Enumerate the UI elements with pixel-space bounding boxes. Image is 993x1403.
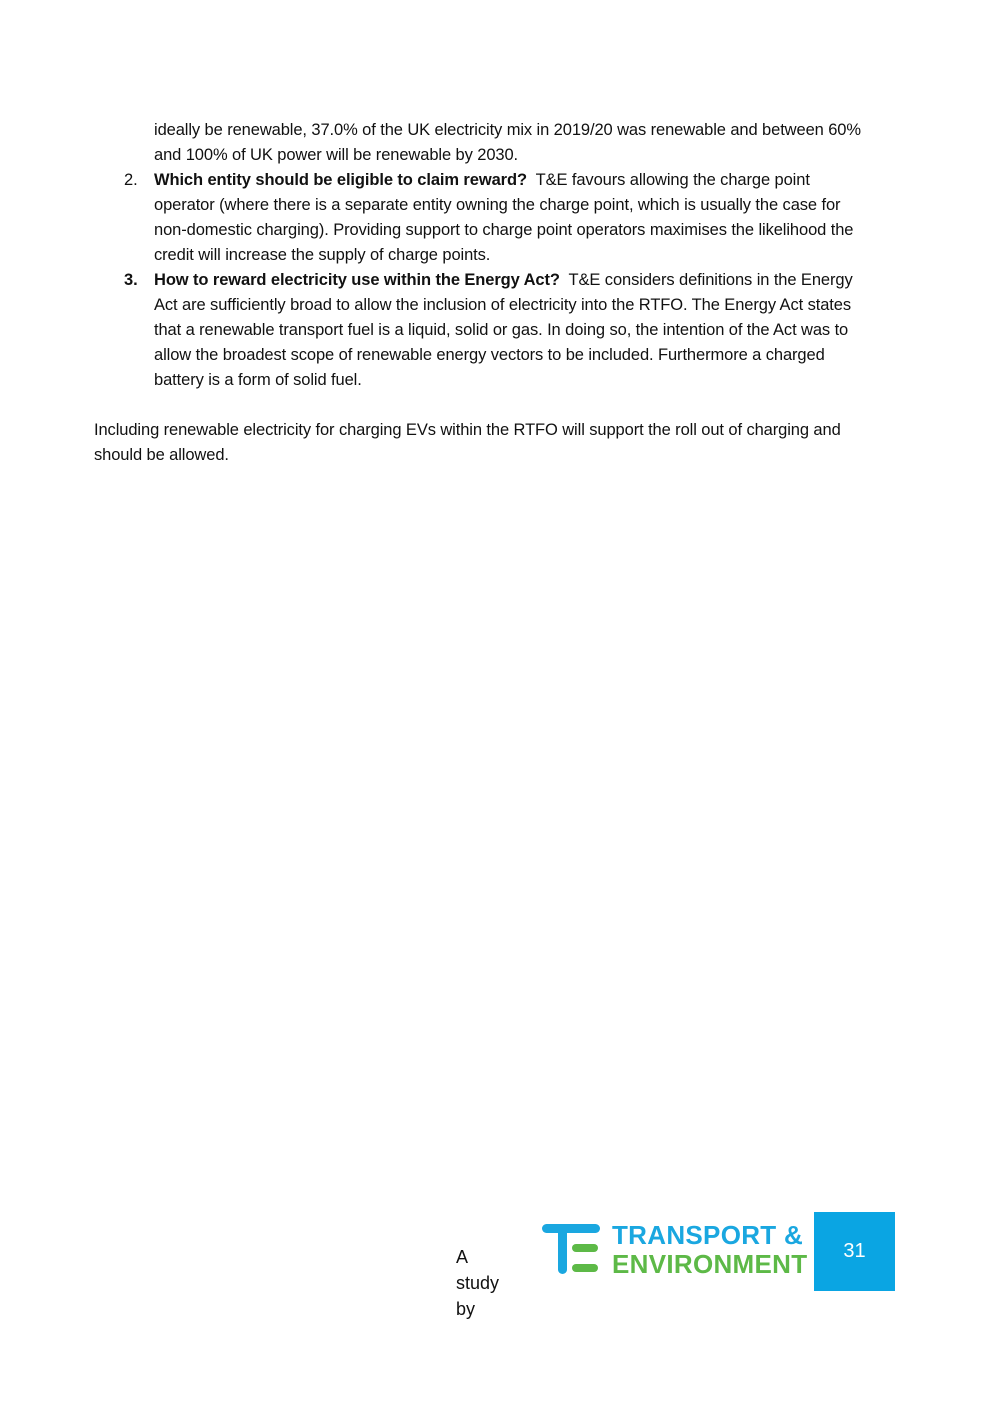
logo-e-bottom [572,1264,598,1272]
continuation-text: ideally be renewable, 37.0% of the UK electricity mix in 2019/20 was renewable and between 60% and 100% of UK power will be renewable by 2030. [154,121,861,164]
item-heading: Which entity should be eligible to claim reward? [154,171,527,189]
item-text: T&E favours allowing the charge point operator (where there is a separate entity owning the charge point, which is usually the case for non-domestic charging). Providing support to charge point operators maximises the likelihood the credit will increase the supply of charge points. [154,171,854,264]
page-number: 31 [843,1240,866,1262]
list-item-3 [94,268,864,393]
transport-environment-logo [540,1220,806,1280]
page-number-box [814,1212,895,1291]
te-logo-mark-icon [540,1220,606,1280]
item-heading: How to reward electricity use within the Energy Act? [154,271,560,289]
logo-text-transport: TRANSPORT & [612,1220,804,1250]
logo-e-mid [572,1244,598,1252]
logo-text-environment: ENVIRONMENT [612,1249,808,1279]
study-by-label: A study by [456,1247,500,1319]
logo-t-bar [542,1224,600,1233]
closing-paragraph: Including renewable electricity for charging EVs within the RTFO will support the roll out of charging and should be allowed. [94,421,841,464]
list-number: 3. [124,271,138,289]
list-number: 2. [124,171,138,189]
item-text: T&E considers definitions in the Energy Act are sufficiently broad to allow the inclusion of electricity into the RTFO. The Energy Act states that a renewable transport fuel is a liquid, solid or gas. In doing so, the intention of the Act was to allow the broadest scope of renewable energy vectors to be included. Furthermore a charged battery is a form of solid fuel. [154,271,853,389]
logo-t-stem [558,1224,567,1274]
list-item-2 [94,168,864,268]
list-item-continuation [94,118,864,168]
body-content [94,118,864,485]
